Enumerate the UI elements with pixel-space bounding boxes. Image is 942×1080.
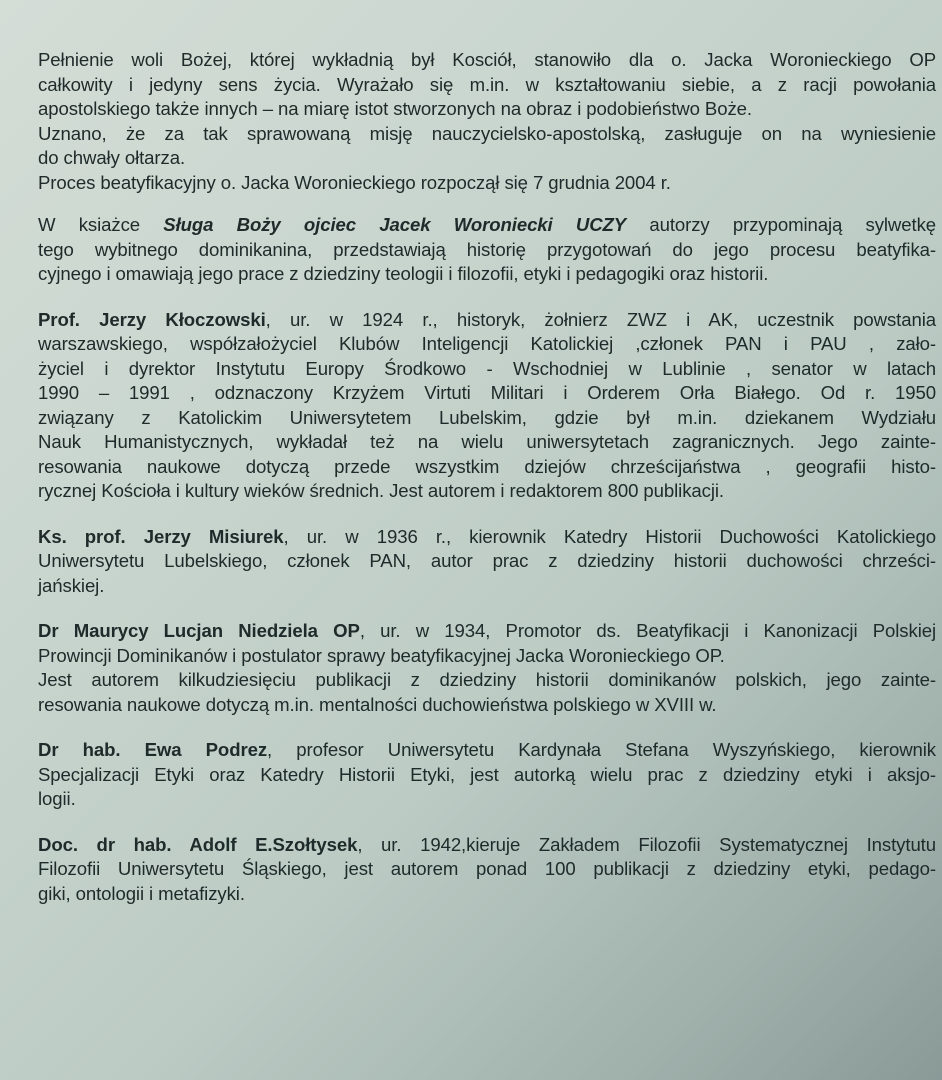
text-line: jańskiej.: [38, 574, 105, 596]
author-name: Doc. dr hab. Adolf E.Szołtysek: [38, 833, 358, 855]
book-description-paragraph: [38, 213, 936, 287]
text-line: cyjnego i omawiają jego prace z dziedziny teologii i filozofii, etyki i pedagogiki oraz historii.: [38, 263, 769, 284]
book-title: Sługa Boży ojciec Jacek Woroniecki UCZY: [163, 214, 627, 235]
text-line: do chwały ołtarza.: [38, 147, 186, 168]
author-bio-podrez: [38, 738, 936, 812]
text-line: rycznej Kościoła i kultury wieków średnich. Jest autorem i redaktorem 800 publikacji.: [38, 480, 724, 501]
text-line: Prof. Jerzy Kłoczowski, ur. w 1924 r., historyk, żołnierz ZWZ i AK, uczestnik powstania: [38, 308, 936, 330]
author-name: Prof. Jerzy Kłoczowski: [38, 308, 266, 330]
text-line: [38, 213, 936, 238]
text-line: Nauk Humanistycznych, wykładał też na wielu uniwersytetach zagranicznych. Jego zainte-: [38, 431, 936, 452]
text-line: resowania naukowe dotyczą przede wszystkim dziejów chrześcijaństwa , geografii histo-: [38, 455, 936, 477]
book-after-title: autorzy przypominają sylwetkę: [626, 214, 937, 235]
text-line: Dr hab. Ewa Podrez, profesor Uniwersytetu Kardynała Stefana Wyszyńskiego, kierownik: [38, 739, 937, 760]
text-line: resowania naukowe dotyczą m.in. mentalności duchowieństwa polskiego w XVIII w.: [38, 693, 717, 715]
text-line: Ks. prof. Jerzy Misiurek, ur. w 1936 r., kierownik Katedry Historii Duchowości Katolickiego: [38, 525, 936, 547]
intro-paragraph: [38, 48, 936, 195]
text-line: związany z Katolickim Uniwersytetem Lubelskim, gdzie był m.in. dziekanem Wydziału: [38, 406, 936, 428]
text-line: Jest autorem kilkudziesięciu publikacji z dziedziny historii dominikanów polskich, jego zainte-: [38, 669, 936, 690]
text-line: Specjalizacji Etyki oraz Katedry Historii Etyki, jest autorką wielu prac z dziedziny etyki i aksjo-: [38, 763, 936, 785]
author-bio-szoltysek: [38, 833, 936, 907]
text-line: Proces beatyfikacyjny o. Jacka Woronieckiego rozpoczął się 7 grudnia 2004 r.: [38, 171, 671, 193]
text-line: Filozofii Uniwersytetu Śląskiego, jest autorem ponad 100 publikacji z dziedziny etyki, pedago-: [38, 858, 936, 879]
text-line: życiel i dyrektor Instytutu Europy Środkowo - Wschodniej w Lublinie , senator w latach: [38, 357, 936, 379]
text-line: Prowincji Dominikanów i postulator sprawy beatyfikacyjnej Jacka Woronieckiego OP.: [38, 644, 725, 666]
text-line: apostolskiego także innych – na miarę istot stworzonych na obraz i podobieństwo Boże.: [38, 98, 752, 119]
book-prefix: W ksiażce: [38, 214, 164, 235]
text-line: Uniwersytetu Lubelskiego, członek PAN, autor prac z dziedziny historii duchowości chrześci-: [38, 550, 936, 571]
text-line: całkowity i jedyny sens życia. Wyrażało się m.in. w kształtowaniu siebie, a z racji powołania: [38, 73, 936, 95]
author-name: Dr hab. Ewa Podrez: [38, 739, 268, 760]
author-bio-niedziela: [38, 619, 936, 717]
author-bio-kloczowski: [38, 308, 936, 504]
text-line: 1990 – 1991 , odznaczony Krzyżem Virtuti Militari i Orderem Orła Białego. Od r. 1950: [38, 382, 936, 403]
text-line: tego wybitnego dominikanina, przedstawiają historię przygotowań do jego procesu beatyfika-: [38, 238, 936, 260]
author-bio-misiurek: [38, 525, 936, 599]
author-name: Ks. prof. Jerzy Misiurek: [38, 525, 284, 547]
text-line: Pełnienie woli Bożej, której wykładnią był Kosciół, stanowiło dla o. Jacka Woronieckiego OP: [38, 49, 936, 70]
text-line: logii.: [38, 788, 76, 809]
text-line: warszawskiego, współzałożyciel Klubów Inteligencji Katolickiej ,członek PAN i PAU , zało-: [38, 333, 936, 354]
text-line: Dr Maurycy Lucjan Niedziela OP, ur. w 1934, Promotor ds. Beatyfikacji i Kanonizacji Polskiej: [38, 620, 936, 641]
text-line: Uznano, że za tak sprawowaną misję nauczycielsko-apostolską, zasługuje on na wyniesienie: [38, 122, 936, 144]
text-line: giki, ontologii i metafizyki.: [38, 882, 245, 904]
text-line: Doc. dr hab. Adolf E.Szołtysek, ur. 1942,kieruje Zakładem Filozofii Systematycznej Instytutu: [38, 833, 936, 855]
author-name: Dr Maurycy Lucjan Niedziela OP: [38, 620, 360, 641]
